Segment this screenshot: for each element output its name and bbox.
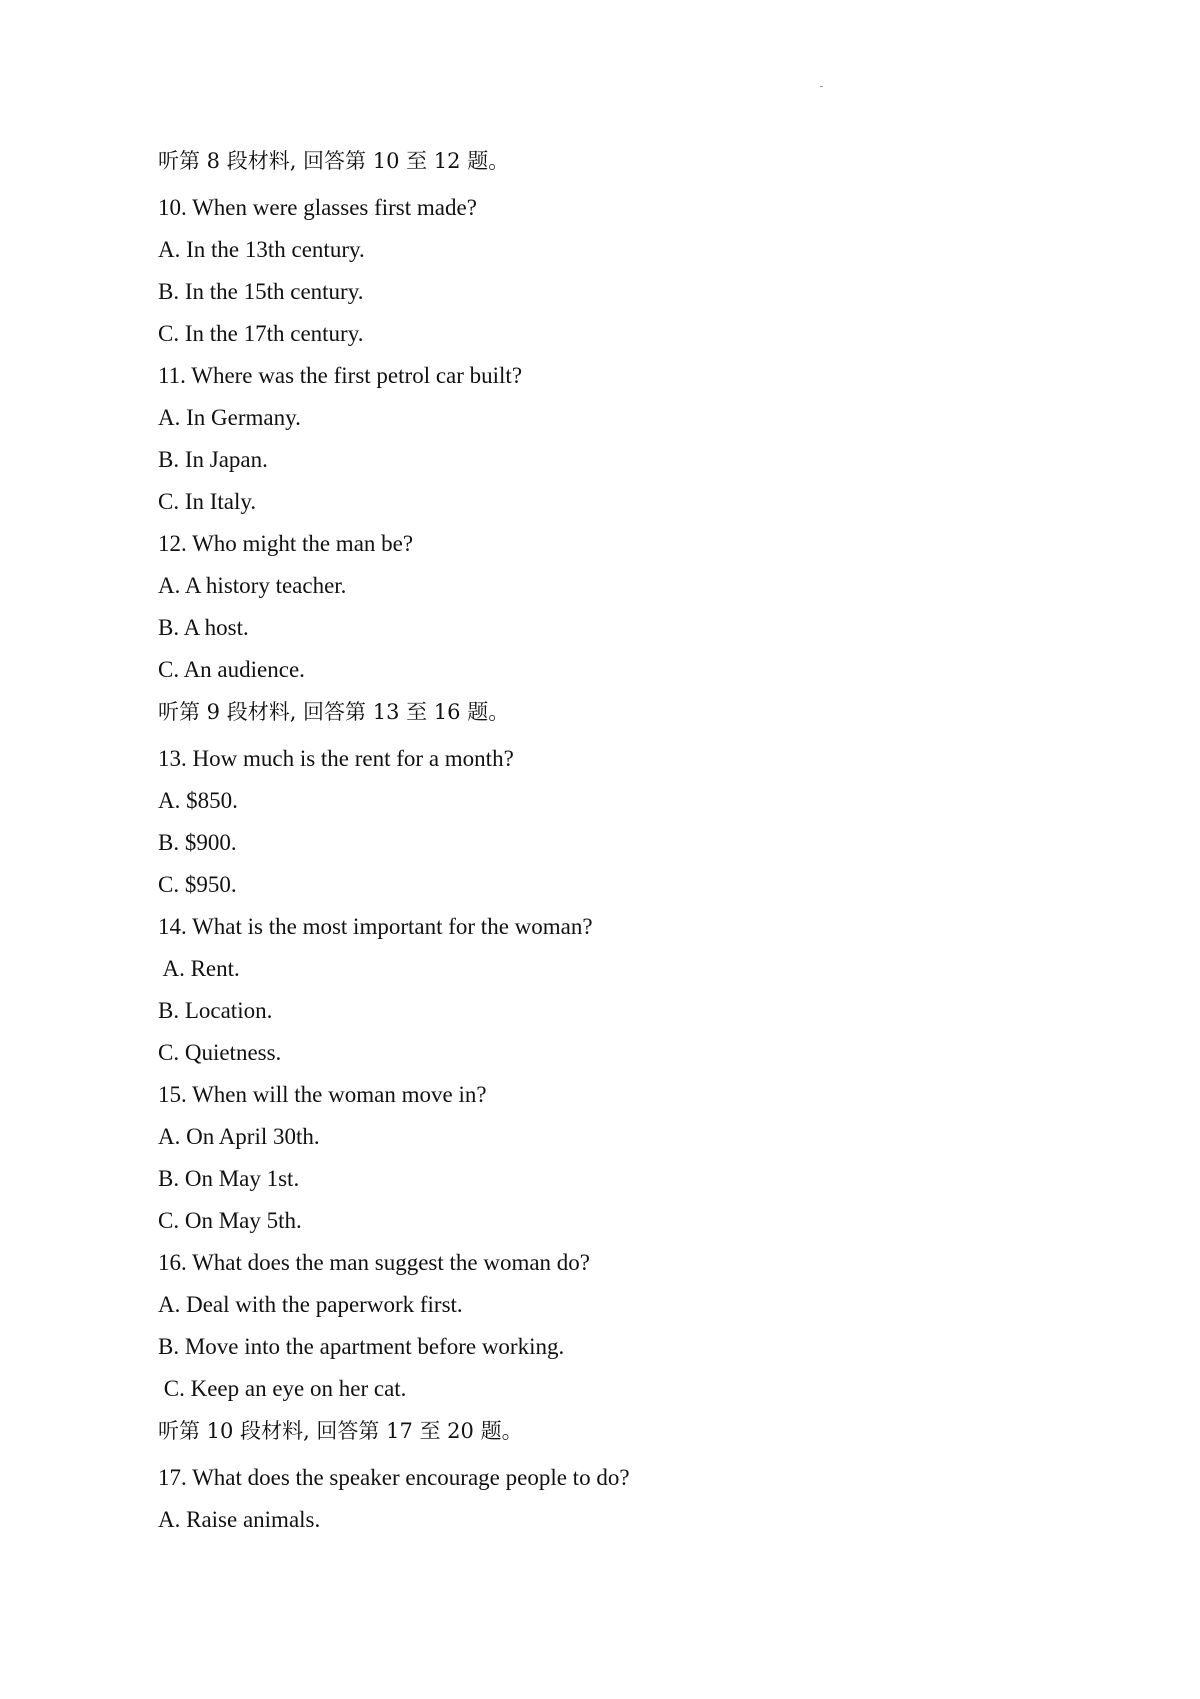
question-text: 11. Where was the first petrol car built? [158, 363, 523, 388]
answer-option: C. On May 5th. [158, 1208, 302, 1233]
answer-option: C. An audience. [158, 657, 305, 682]
question-text: 12. Who might the man be? [158, 531, 414, 556]
question-text: 10. When were glasses first made? [158, 195, 477, 220]
answer-option: B. Move into the apartment before working. [158, 1334, 565, 1359]
answer-option: A. Raise animals. [158, 1507, 321, 1532]
answer-option: A. Deal with the paperwork first. [158, 1292, 463, 1317]
answer-option: A. A history teacher. [158, 573, 347, 598]
answer-option: C. $950. [158, 872, 237, 897]
question-text: 17. What does the speaker encourage people to do? [158, 1465, 630, 1490]
answer-option: C. Keep an eye on her cat. [158, 1376, 407, 1401]
answer-option: C. In the 17th century. [158, 321, 364, 346]
scan-mark [820, 86, 823, 87]
answer-option: A. In the 13th century. [158, 237, 365, 262]
section-heading: 听第 8 段材料, 回答第 10 至 12 题。 [158, 149, 510, 173]
answer-option: B. A host. [158, 615, 249, 640]
question-text: 13. How much is the rent for a month? [158, 746, 514, 771]
answer-option: C. Quietness. [158, 1040, 282, 1065]
answer-option: A. On April 30th. [158, 1124, 320, 1149]
answer-option: A. In Germany. [158, 405, 301, 430]
question-text: 14. What is the most important for the woman? [158, 914, 593, 939]
answer-option: A. $850. [158, 788, 238, 813]
section-heading: 听第 9 段材料, 回答第 13 至 16 题。 [158, 700, 510, 724]
question-text: 15. When will the woman move in? [158, 1082, 487, 1107]
answer-option: B. In Japan. [158, 447, 268, 472]
answer-option: B. In the 15th century. [158, 279, 364, 304]
section-heading: 听第 10 段材料, 回答第 17 至 20 题。 [158, 1419, 523, 1443]
answer-option: C. In Italy. [158, 489, 257, 514]
question-text: 16. What does the man suggest the woman do? [158, 1250, 591, 1275]
answer-option: B. Location. [158, 998, 273, 1023]
answer-option: B. On May 1st. [158, 1166, 300, 1191]
answer-option: A. Rent. [158, 956, 240, 981]
answer-option: B. $900. [158, 830, 237, 855]
